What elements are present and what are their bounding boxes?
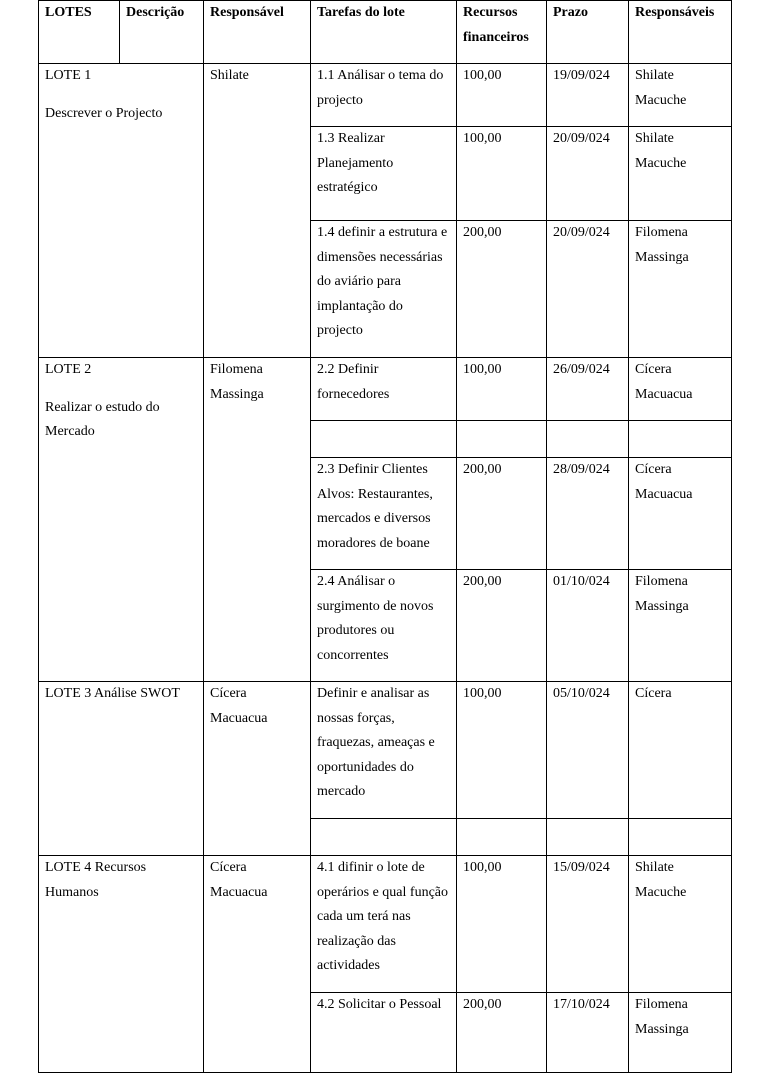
header-recursos: Recursos financeiros [457,1,547,64]
header-lotes: LOTES [39,1,120,64]
recurso-cell: 200,00 [457,221,547,358]
lote-cell [39,358,204,682]
empty-cell [457,421,547,458]
task-cell: 1.4 definir a estrutura e dimensões necessárias do aviário para implantação do projecto [311,221,457,358]
responsaveis-cell: Cícera [629,682,732,819]
header-row [39,1,732,64]
lote-name: LOTE 4 Recursos Humanos [45,860,147,900]
empty-cell [547,421,629,458]
lote-cell [39,856,204,1073]
recurso-cell: 100,00 [457,127,547,221]
header-responsaveis: Responsáveis [629,1,732,64]
empty-cell [311,819,457,856]
lote-cell [39,64,204,358]
task-cell: 4.2 Solicitar o Pessoal [311,993,457,1073]
task-cell: 2.3 Definir Clientes Alvos: Restaurantes, mercados e diversos moradores de boane [311,458,457,570]
responsaveis-cell: Filomena Massinga [629,993,732,1073]
prazo-cell: 20/09/024 [547,127,629,221]
header-responsavel: Responsável [204,1,311,64]
task-cell: Definir e analisar as nossas forças, fraquezas, ameaças e oportunidades do mercado [311,682,457,819]
table-row [39,856,732,993]
lote-name: LOTE 3 Análise SWOT [45,686,180,701]
prazo-cell: 17/10/024 [547,993,629,1073]
prazo-cell: 15/09/024 [547,856,629,993]
prazo-cell: 19/09/024 [547,64,629,127]
lote-cell [39,682,204,856]
empty-cell [457,819,547,856]
recurso-cell: 100,00 [457,856,547,993]
task-cell: 2.2 Definir fornecedores [311,358,457,421]
recurso-cell: 200,00 [457,993,547,1073]
recurso-cell: 200,00 [457,458,547,570]
responsaveis-cell: Filomena Massinga [629,570,732,682]
lote-responsavel: Cícera Macuacua [204,856,311,1073]
responsaveis-cell: Cícera Macuacua [629,358,732,421]
lote-name: LOTE 2 [45,362,92,377]
prazo-cell: 01/10/024 [547,570,629,682]
header-prazo: Prazo [547,1,629,64]
empty-cell [629,421,732,458]
recurso-cell: 200,00 [457,570,547,682]
task-cell: 4.1 difinir o lote de operários e qual função cada um terá nas realização das actividades [311,856,457,993]
lote-responsavel: Filomena Massinga [204,358,311,682]
prazo-cell: 28/09/024 [547,458,629,570]
prazo-cell: 26/09/024 [547,358,629,421]
responsaveis-cell: Shilate Macuche [629,64,732,127]
prazo-cell: 20/09/024 [547,221,629,358]
lote-description: Realizar o estudo do Mercado [45,399,160,440]
task-cell: 1.3 Realizar Planejamento estratégico [311,127,457,221]
project-lots-table [38,0,732,1073]
lote-responsavel: Shilate [204,64,311,358]
task-cell: 1.1 Análisar o tema do projecto [311,64,457,127]
responsaveis-cell: Cícera Macuacua [629,458,732,570]
empty-cell [629,819,732,856]
table-row [39,682,732,819]
lote-description: Descrever o Projecto [45,105,163,121]
lote-responsavel: Cícera Macuacua [204,682,311,856]
responsaveis-cell: Shilate Macuche [629,856,732,993]
empty-cell [547,819,629,856]
header-descricao: Descrição [120,1,204,64]
responsaveis-cell: Filomena Massinga [629,221,732,358]
table-row [39,358,732,421]
header-tarefas: Tarefas do lote [311,1,457,64]
prazo-cell: 05/10/024 [547,682,629,819]
recurso-cell: 100,00 [457,64,547,127]
lote-name: LOTE 1 [45,68,92,83]
table-row [39,64,732,127]
empty-cell [311,421,457,458]
recurso-cell: 100,00 [457,358,547,421]
responsaveis-cell: Shilate Macuche [629,127,732,221]
recurso-cell: 100,00 [457,682,547,819]
task-cell: 2.4 Análisar o surgimento de novos produtores ou concorrentes [311,570,457,682]
